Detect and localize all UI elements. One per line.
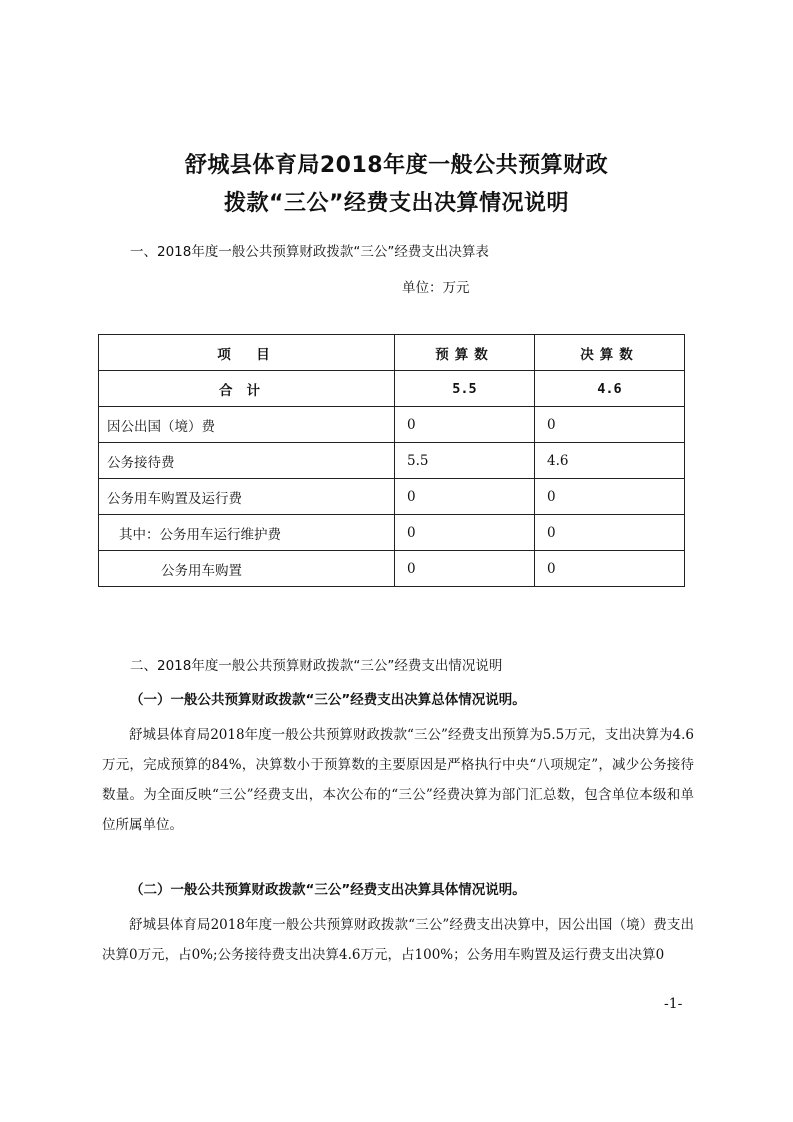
- row-actual: 0: [535, 515, 685, 551]
- paragraph: 舒城县体育局2018年度一般公共预算财政拨款“三公”经费支出决算中，因公出国（境）费支出决算0万元，占0%;公务接待费支出决算4.6万元，占100%；公务用车购置及运行费支出决算0: [102, 917, 694, 963]
- row-actual: 0: [535, 479, 685, 515]
- table-total-row: [99, 371, 685, 407]
- row-label: 其中：公务用车运行维护费: [99, 515, 395, 551]
- row-actual: 4.6: [535, 443, 685, 479]
- table-row: [99, 551, 685, 587]
- header-actual: 决算数: [535, 335, 685, 371]
- page-number: -1-: [664, 996, 683, 1012]
- paragraph: 舒城县体育局2018年度一般公共预算财政拨款“三公”经费支出预算为5.5万元，支出决算为4.6万元，完成预算的84%，决算数小于预算数的主要原因是严格执行中央“八项规定”，减少公务接待数量。为全面反映“三公”经费支出，本次公布的“三公”经费决算为部门汇总数，包含单位本级和单位所属单位。: [102, 727, 694, 833]
- row-budget: 0: [395, 479, 535, 515]
- row-budget: 5.5: [395, 443, 535, 479]
- row-label: 因公出国（境）费: [99, 407, 395, 443]
- table-row: [99, 407, 685, 443]
- table-header-row: [99, 335, 685, 371]
- table-row: [99, 515, 685, 551]
- table-row: [99, 443, 685, 479]
- row-label: 公务接待费: [99, 443, 395, 479]
- subsection2-heading: （二）一般公共预算财政拨款“三公”经费支出决算具体情况说明。: [130, 882, 526, 898]
- three-public-expenses-table: [98, 334, 685, 587]
- header-budget: 预算数: [395, 335, 535, 371]
- total-budget: 5.5: [395, 371, 535, 407]
- row-budget: 0: [395, 551, 535, 587]
- subsection1-heading: （一）一般公共预算财政拨款“三公”经费支出决算总体情况说明。: [130, 692, 526, 708]
- total-label: 合计: [99, 371, 395, 407]
- subsection1-body: [102, 720, 694, 840]
- subsection2-body: [102, 910, 694, 970]
- header-item: 项 目: [99, 335, 395, 371]
- row-label: 公务用车购置及运行费: [99, 479, 395, 515]
- unit-label: 单位：万元: [402, 280, 470, 296]
- document-title-line1: 舒城县体育局2018年度一般公共预算财政: [184, 153, 609, 178]
- table-row: [99, 479, 685, 515]
- row-label: 公务用车购置: [99, 551, 395, 587]
- document-title-line2: 拨款“三公”经费支出决算情况说明: [224, 191, 569, 216]
- section1-heading: 一、2018年度一般公共预算财政拨款“三公”经费支出决算表: [130, 244, 489, 260]
- row-budget: 0: [395, 407, 535, 443]
- row-budget: 0: [395, 515, 535, 551]
- total-actual: 4.6: [535, 371, 685, 407]
- section2-heading: 二、2018年度一般公共预算财政拨款“三公”经费支出情况说明: [130, 658, 503, 674]
- row-actual: 0: [535, 407, 685, 443]
- row-actual: 0: [535, 551, 685, 587]
